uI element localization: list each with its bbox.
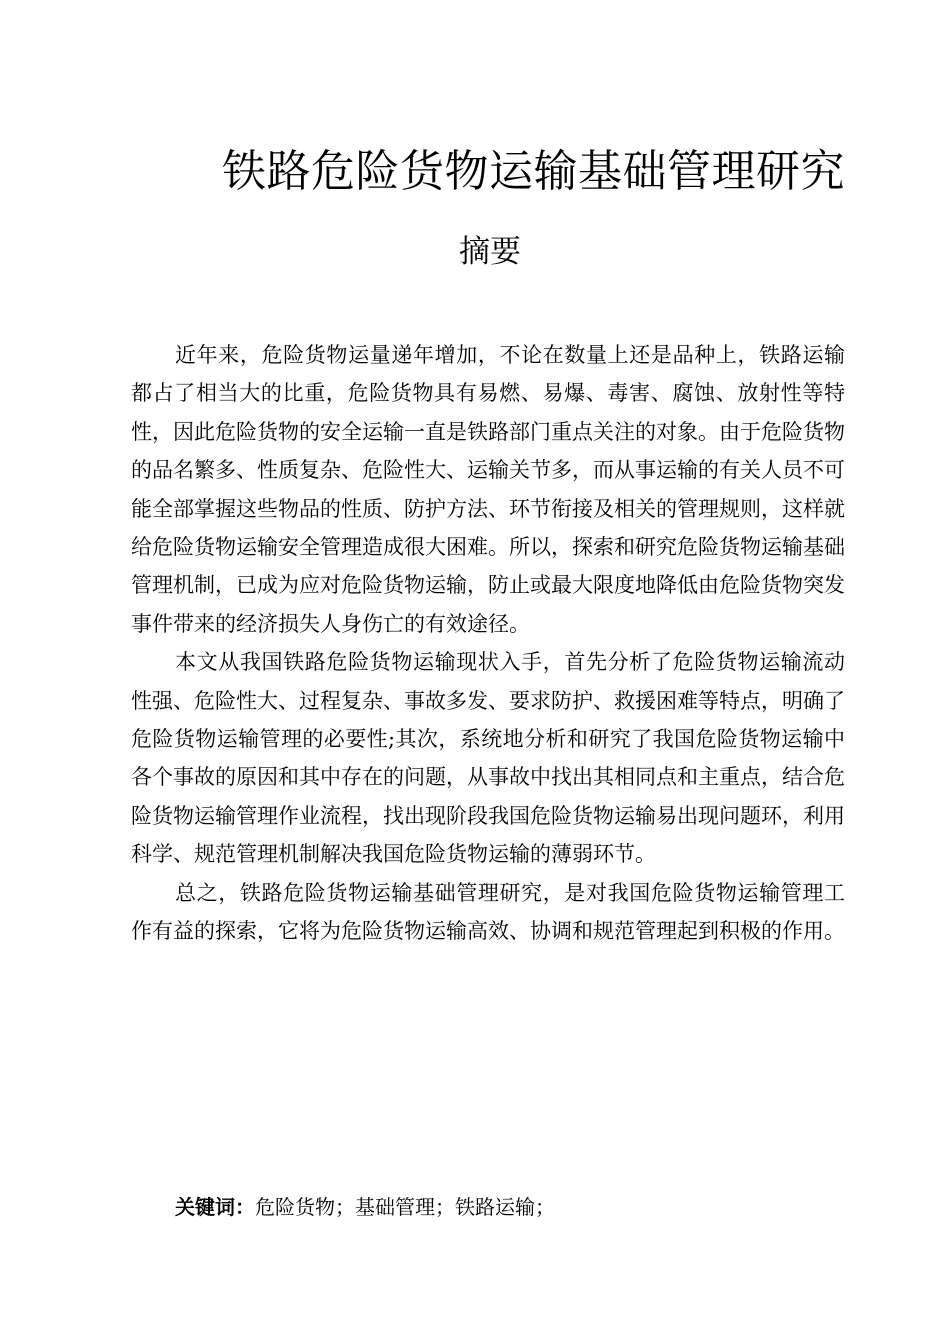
document-title: 铁路危险货物运输基础管理研究 <box>222 146 845 197</box>
abstract-body <box>131 336 845 951</box>
abstract-paragraph-3: 总之，铁路危险货物运输基础管理研究，是对我国危险货物运输管理工作有益的探索，它将为危险货物运输高效、协调和规范管理起到积极的作用。 <box>131 880 845 944</box>
keywords-values: 危险货物；基础管理；铁路运输； <box>255 1195 555 1219</box>
keywords-line <box>175 1190 555 1224</box>
keywords-label: 关键词： <box>175 1195 255 1219</box>
abstract-paragraph-2: 本文从我国铁路危险货物运输现状入手，首先分析了危险货物运输流动性强、危险性大、过程复杂、事故多发、要求防护、救援困难等特点，明确了危险货物运输管理的必要性;其次，系统地分析和研究了我国危险货物运输中各个事故的原因和其中存在的问题，从事故中找出其相同点和主重点，结合危险货物运输管理作业流程，找出现阶段我国危险货物运输易出现问题环，利用科学、规范管理机制解决我国危险货物运输的薄弱环节。 <box>131 650 845 867</box>
abstract-heading: 摘要 <box>459 234 521 270</box>
abstract-paragraph-1: 近年来，危险货物运量递年增加，不论在数量上还是品种上，铁路运输都占了相当大的比重，危险货物具有易燃、易爆、毒害、腐蚀、放射性等特性，因此危险货物的安全运输一直是铁路部门重点关注的对象。由于危险货物的品名繁多、性质复杂、危险性大、运输关节多，而从事运输的有关人员不可能全部掌握这些物品的性质、防护方法、环节衔接及相关的管理规则，这样就给危险货物运输安全管理造成很大困难。所以，探索和研究危险货物运输基础管理机制，已成为应对危险货物运输，防止或最大限度地降低由危险货物突发事件带来的经济损失人身伤亡的有效途径。 <box>131 343 845 636</box>
